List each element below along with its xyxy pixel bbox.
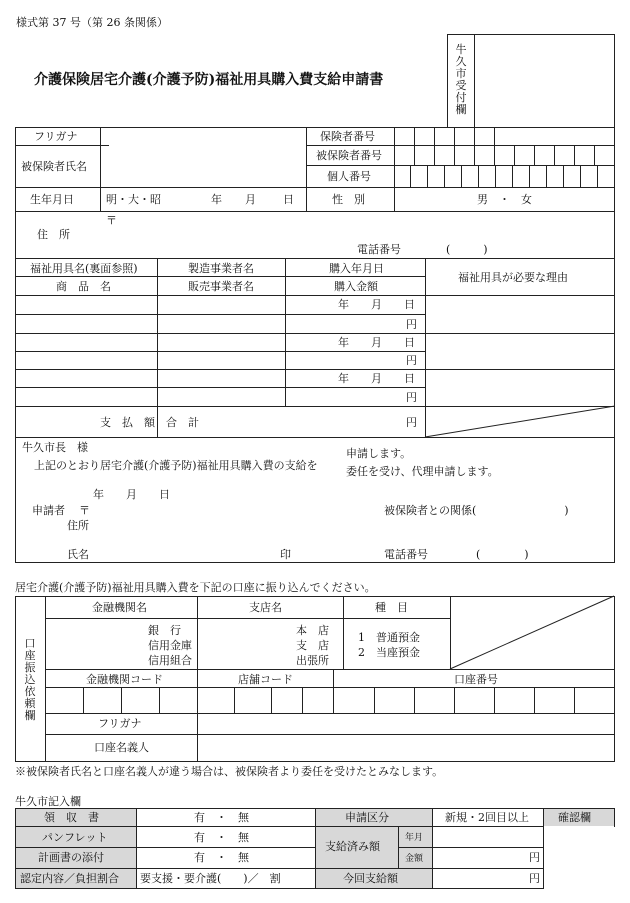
this-time-yen: 円 xyxy=(529,872,540,885)
table-rule xyxy=(398,826,399,868)
table-rule xyxy=(434,127,435,145)
table-rule xyxy=(447,34,615,35)
item2-maker-input[interactable] xyxy=(161,335,281,368)
bank-type-kumiai[interactable]: 信用組合 xyxy=(148,654,192,667)
table-rule xyxy=(45,669,615,670)
table-rule xyxy=(461,165,462,187)
applicant-address-label: 住所 xyxy=(67,519,89,532)
table-rule xyxy=(271,687,272,713)
birth-year-label: 年 xyxy=(211,193,222,206)
table-rule xyxy=(554,145,555,165)
table-rule xyxy=(454,145,455,165)
applicant-name-label: 氏名 xyxy=(67,548,89,561)
receipt-label: 領 収 書 xyxy=(44,811,99,824)
paid-amount-label: 支給済み額 xyxy=(325,840,380,853)
table-rule xyxy=(574,145,575,165)
table-rule xyxy=(100,127,101,211)
table-rule xyxy=(315,808,316,889)
item2-yen: 円 xyxy=(406,354,417,367)
table-rule xyxy=(447,34,448,128)
table-rule xyxy=(15,276,425,277)
bank-intro: 居宅介護(介護予防)福祉用具購入費を下記の口座に振り込んでください。 xyxy=(15,581,376,594)
table-rule xyxy=(495,165,496,187)
table-rule xyxy=(45,713,615,714)
table-rule xyxy=(529,165,530,187)
item1-maker-input[interactable] xyxy=(161,297,281,332)
table-rule xyxy=(45,734,615,735)
plan-yesno[interactable]: 有 ・ 無 xyxy=(194,851,249,864)
sex-options[interactable]: 男 ・ 女 xyxy=(477,193,532,206)
table-rule xyxy=(157,258,158,437)
table-rule xyxy=(614,596,615,761)
bank-type-bank[interactable]: 銀 行 xyxy=(148,624,181,637)
table-rule xyxy=(444,165,445,187)
item3-date: 年 月 日 xyxy=(338,372,415,385)
col-product-name: 商 品 名 xyxy=(56,280,111,293)
account-number-label: 口座番号 xyxy=(454,673,498,686)
table-rule xyxy=(121,687,122,713)
furigana-input[interactable] xyxy=(104,130,302,143)
certification-label: 認定内容／負担割合 xyxy=(20,872,119,885)
pamphlet-label: パンフレット xyxy=(42,831,108,844)
table-rule xyxy=(414,127,415,145)
insured-name-input[interactable] xyxy=(104,150,302,183)
table-rule xyxy=(45,596,46,761)
request-option-apply[interactable]: 申請します。 xyxy=(346,447,412,460)
holder-furigana-label: フリガナ xyxy=(98,717,142,730)
col-equipment-name: 福祉用具名(裏面参照) xyxy=(30,262,138,275)
item3-maker-input[interactable] xyxy=(161,371,281,405)
personal-number-label: 個人番号 xyxy=(327,170,371,183)
item2-name-input[interactable] xyxy=(19,335,153,368)
branch-type-office[interactable]: 出張所 xyxy=(296,654,329,667)
table-rule xyxy=(614,808,615,827)
table-rule xyxy=(512,165,513,187)
col-purchase-date: 購入年月日 xyxy=(329,262,384,275)
item1-reason-input[interactable] xyxy=(429,297,611,332)
bank-type-shinkin[interactable]: 信用金庫 xyxy=(148,639,192,652)
table-rule xyxy=(15,437,615,438)
account-kind-header: 種 目 xyxy=(375,601,408,614)
branch-name-header: 支店名 xyxy=(249,601,282,614)
paid-amount-sub-label: 金額 xyxy=(405,854,424,864)
item1-date: 年 月 日 xyxy=(338,298,415,311)
relation-field[interactable]: 被保険者との関係( ) xyxy=(384,504,569,517)
address-label: 住 所 xyxy=(37,228,70,241)
table-rule xyxy=(614,34,615,128)
table-rule xyxy=(478,165,479,187)
item2-reason-input[interactable] xyxy=(429,335,611,368)
bank-code-label: 金融機関コード xyxy=(86,673,163,686)
table-rule xyxy=(15,761,615,762)
bank-diagonal xyxy=(450,596,614,669)
address-input[interactable] xyxy=(122,214,602,236)
branch-type-branch[interactable]: 支 店 xyxy=(296,639,329,652)
birth-month-label: 月 xyxy=(245,193,256,206)
sex-label: 性 別 xyxy=(332,193,365,206)
table-rule xyxy=(15,333,615,334)
table-rule xyxy=(197,596,198,761)
item1-name-input[interactable] xyxy=(19,297,153,332)
table-rule xyxy=(594,145,595,165)
table-rule xyxy=(15,808,16,889)
table-rule xyxy=(234,687,235,713)
table-rule xyxy=(15,295,615,296)
table-rule xyxy=(15,145,109,146)
table-rule xyxy=(414,687,415,713)
table-rule xyxy=(474,34,475,128)
col-reason: 福祉用具が必要な理由 xyxy=(458,271,568,284)
table-rule xyxy=(427,165,428,187)
kind-current[interactable]: 2 当座預金 xyxy=(358,646,420,659)
table-rule xyxy=(45,618,450,619)
table-rule xyxy=(333,669,334,713)
table-rule xyxy=(474,145,475,165)
table-rule xyxy=(374,687,375,713)
insurer-number-label: 保険者番号 xyxy=(320,130,375,143)
table-rule xyxy=(574,687,575,713)
paid-ym-label: 年月 xyxy=(405,833,424,843)
insured-number-label: 被保険者番号 xyxy=(316,149,382,162)
table-rule xyxy=(543,808,544,889)
applicant-name-input[interactable] xyxy=(95,545,270,560)
table-rule xyxy=(15,211,615,212)
pamphlet-yesno[interactable]: 有 ・ 無 xyxy=(194,831,249,844)
table-rule xyxy=(45,687,615,688)
paid-yen: 円 xyxy=(529,851,540,864)
table-rule xyxy=(414,145,415,165)
table-rule xyxy=(432,808,433,889)
table-rule xyxy=(514,145,515,165)
table-rule xyxy=(15,369,615,370)
branch-type-main[interactable]: 本 店 xyxy=(296,624,329,637)
table-rule xyxy=(494,687,495,713)
phone-label: 電話番号 xyxy=(357,243,401,256)
table-rule xyxy=(494,127,495,145)
col-seller: 販売事業者名 xyxy=(188,280,254,293)
request-option-proxy[interactable]: 委任を受け、代理申請します。 xyxy=(346,465,499,478)
bank-name-header: 金融機関名 xyxy=(92,601,147,614)
furigana-label: フリガナ xyxy=(34,130,78,143)
table-rule xyxy=(136,808,137,889)
postal-mark: 〒 xyxy=(106,214,117,227)
table-rule xyxy=(306,127,307,211)
birth-era-options[interactable]: 明・大・昭 xyxy=(106,193,161,206)
table-rule xyxy=(614,127,615,562)
table-rule xyxy=(306,145,615,146)
table-rule xyxy=(454,687,455,713)
table-rule xyxy=(15,847,315,848)
addressee: 牛久市長 様 xyxy=(22,441,88,454)
receipt-stamp-label: 牛久市受付欄 xyxy=(455,43,467,116)
item3-yen: 円 xyxy=(406,391,417,404)
account-holder-input[interactable] xyxy=(201,737,609,759)
receipt-stamp-area xyxy=(476,36,613,126)
table-rule xyxy=(15,127,615,128)
col-maker: 製造事業者名 xyxy=(188,262,254,275)
bank-side-label: 口座振込依頼欄 xyxy=(24,637,36,722)
table-rule xyxy=(410,165,411,187)
table-rule xyxy=(15,187,615,188)
phone-input-area[interactable]: ( ) xyxy=(446,243,488,256)
receipt-yesno[interactable]: 有 ・ 無 xyxy=(194,811,249,824)
branch-name-input[interactable] xyxy=(201,622,281,666)
table-rule xyxy=(15,127,16,562)
insured-name-label: 被保険者氏名 xyxy=(21,160,87,173)
table-rule xyxy=(83,687,84,713)
form-number-label: 様式第 37 号（第 26 条関係） xyxy=(16,16,168,29)
table-rule xyxy=(454,127,455,145)
table-rule xyxy=(580,165,581,187)
item1-yen: 円 xyxy=(406,318,417,331)
account-holder-label: 口座名義人 xyxy=(94,741,149,754)
table-rule xyxy=(394,127,395,211)
table-rule xyxy=(15,888,544,889)
table-rule xyxy=(285,258,286,406)
table-rule xyxy=(15,868,544,869)
holder-furigana-input[interactable] xyxy=(201,716,609,732)
kind-ordinary[interactable]: 1 普通預金 xyxy=(358,631,420,644)
plan-attach-label: 計画書の添付 xyxy=(38,851,104,864)
table-rule xyxy=(563,165,564,187)
app-type-options[interactable]: 新規・2回目以上 xyxy=(445,811,529,824)
city-section-heading: 牛久市記入欄 xyxy=(15,795,81,808)
total-label: 支 払 額 合 計 xyxy=(100,416,199,429)
table-rule xyxy=(534,145,535,165)
applicant-postal: 〒 xyxy=(79,504,90,517)
total-yen: 円 xyxy=(406,416,417,429)
table-rule xyxy=(474,127,475,145)
table-rule xyxy=(494,145,495,165)
item3-reason-input[interactable] xyxy=(429,371,611,405)
table-rule xyxy=(15,596,16,761)
bank-name-input[interactable] xyxy=(50,622,140,666)
applicant-address-input[interactable] xyxy=(95,504,335,532)
applicant-phone-input[interactable]: ( ) xyxy=(476,548,529,561)
table-rule xyxy=(302,687,303,713)
col-purchase-amount: 購入金額 xyxy=(334,280,378,293)
table-rule xyxy=(343,596,344,669)
table-rule xyxy=(15,562,615,563)
table-rule xyxy=(15,826,544,827)
birth-day-label: 日 xyxy=(283,193,294,206)
table-rule xyxy=(15,258,615,259)
table-rule xyxy=(434,145,435,165)
request-body: 上記のとおり居宅介護(介護予防)福祉用具購入費の支給を xyxy=(34,459,318,472)
table-rule xyxy=(597,165,598,187)
holder-note: ※被保険者氏名と口座名義人が違う場合は、被保険者より委任を受けたとみなします。 xyxy=(15,765,444,778)
confirm-label: 確認欄 xyxy=(558,811,591,824)
this-time-label: 今回支給額 xyxy=(343,872,398,885)
table-rule xyxy=(159,687,160,713)
table-rule xyxy=(398,847,544,848)
request-date: 年 月 日 xyxy=(93,488,170,501)
total-diagonal xyxy=(425,406,615,437)
item2-date: 年 月 日 xyxy=(338,336,415,349)
certification-value[interactable]: 要支援・要介護( )／ 割 xyxy=(140,872,281,885)
birthdate-label: 生年月日 xyxy=(30,193,74,206)
seal-mark: 印 xyxy=(280,548,291,561)
branch-code-label: 店舗コード xyxy=(238,673,293,686)
page-title: 介護保険居宅介護(介護予防)福祉用具購入費支給申請書 xyxy=(34,72,384,88)
table-rule xyxy=(546,165,547,187)
table-rule xyxy=(534,687,535,713)
applicant-phone-label: 電話番号 xyxy=(384,548,428,561)
applicant-label: 申請者 xyxy=(32,504,65,517)
item3-name-input[interactable] xyxy=(19,371,153,405)
app-type-label: 申請区分 xyxy=(345,811,389,824)
